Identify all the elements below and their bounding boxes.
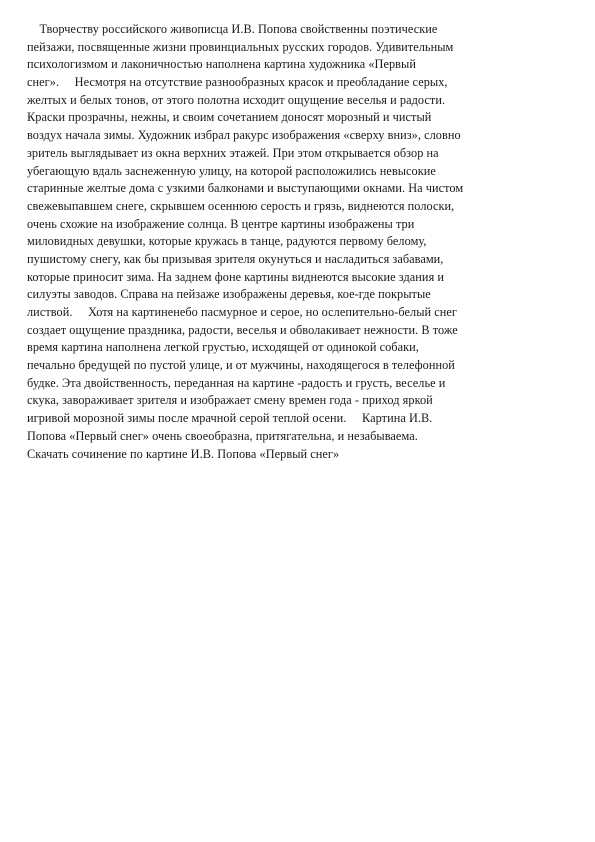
text-line: силуэты заводов. Справа на пейзаже изображены деревья, кое-где покрытые: [27, 287, 431, 302]
text-line: скука, завораживает зрителя и изображает смену времен года - приход яркой: [27, 393, 433, 408]
text-line: Попова «Первый снег» очень своеобразна, притягательна, и незабываема.: [27, 428, 418, 443]
text-line: очень схожие на изображение солнца. В центре картины изображены три: [27, 216, 415, 231]
text-line: создает ощущение праздника, радости, веселья и обволакивает нежности. В тоже: [27, 322, 458, 337]
text-line: печально бредущей по пустой улице, и от мужчины, находящегося в телефонной: [27, 358, 455, 373]
text-line: зритель выглядывает из окна верхних этажей. При этом открывается обзор на: [27, 145, 439, 160]
text-line: миловидных девушки, которые кружась в танце, радуются первому белому,: [27, 234, 427, 249]
text-line: Творчеству российского живописца И.В. Попова свойственны поэтические: [27, 22, 438, 36]
text-line: убегающую вдаль заснеженную улицу, на которой расположились невысокие: [27, 163, 436, 178]
text-line: Краски прозрачны, нежны, и своим сочетанием доносят морозный и чистый: [27, 110, 432, 125]
text-line: пейзажи, посвященные жизни провинциальных русских городов. Удивительным: [27, 39, 454, 54]
download-link-line: Скачать сочинение по картине И.В. Попова «Первый снег»: [27, 446, 340, 461]
text-line: психологизмом и лаконичностью наполнена картина художника «Первый: [27, 57, 416, 72]
text-line: желтых и белых тонов, от этого полотна исходит ощущение веселья и радости.: [27, 92, 446, 107]
text-line: снег». Несмотря на отсутствие разнообразных красок и преобладание серых,: [27, 75, 448, 90]
text-line: игривой морозной зимы после мрачной серой теплой осени. Картина И.В.: [27, 411, 433, 426]
text-line: воздух начала зимы. Художник избрал ракурс изображения «сверху вниз», словно: [27, 128, 461, 143]
text-line: свежевыпавшем снеге, скрывшем осеннюю серость и грязь, виднеются полоски,: [27, 198, 455, 213]
text-line: будке. Эта двойственность, переданная на картине -радость и грусть, веселье и: [27, 375, 446, 390]
text-line: пушистому снегу, как бы призывая зрителя окунуться и насладиться забавами,: [27, 251, 444, 266]
text-line: листвой. Хотя на картиненебо пасмурное и серое, но ослепительно-белый снег: [27, 305, 458, 319]
text-line: время картина наполнена легкой грустью, исходящей от одинокой собаки,: [27, 340, 419, 355]
text-line: старинные желтые дома с узкими балконами и выступающими окнами. На чистом: [27, 181, 464, 196]
essay-text: [27, 21, 575, 463]
text-line: которые приносит зима. На заднем фоне картины виднеются высокие здания и: [27, 269, 445, 284]
